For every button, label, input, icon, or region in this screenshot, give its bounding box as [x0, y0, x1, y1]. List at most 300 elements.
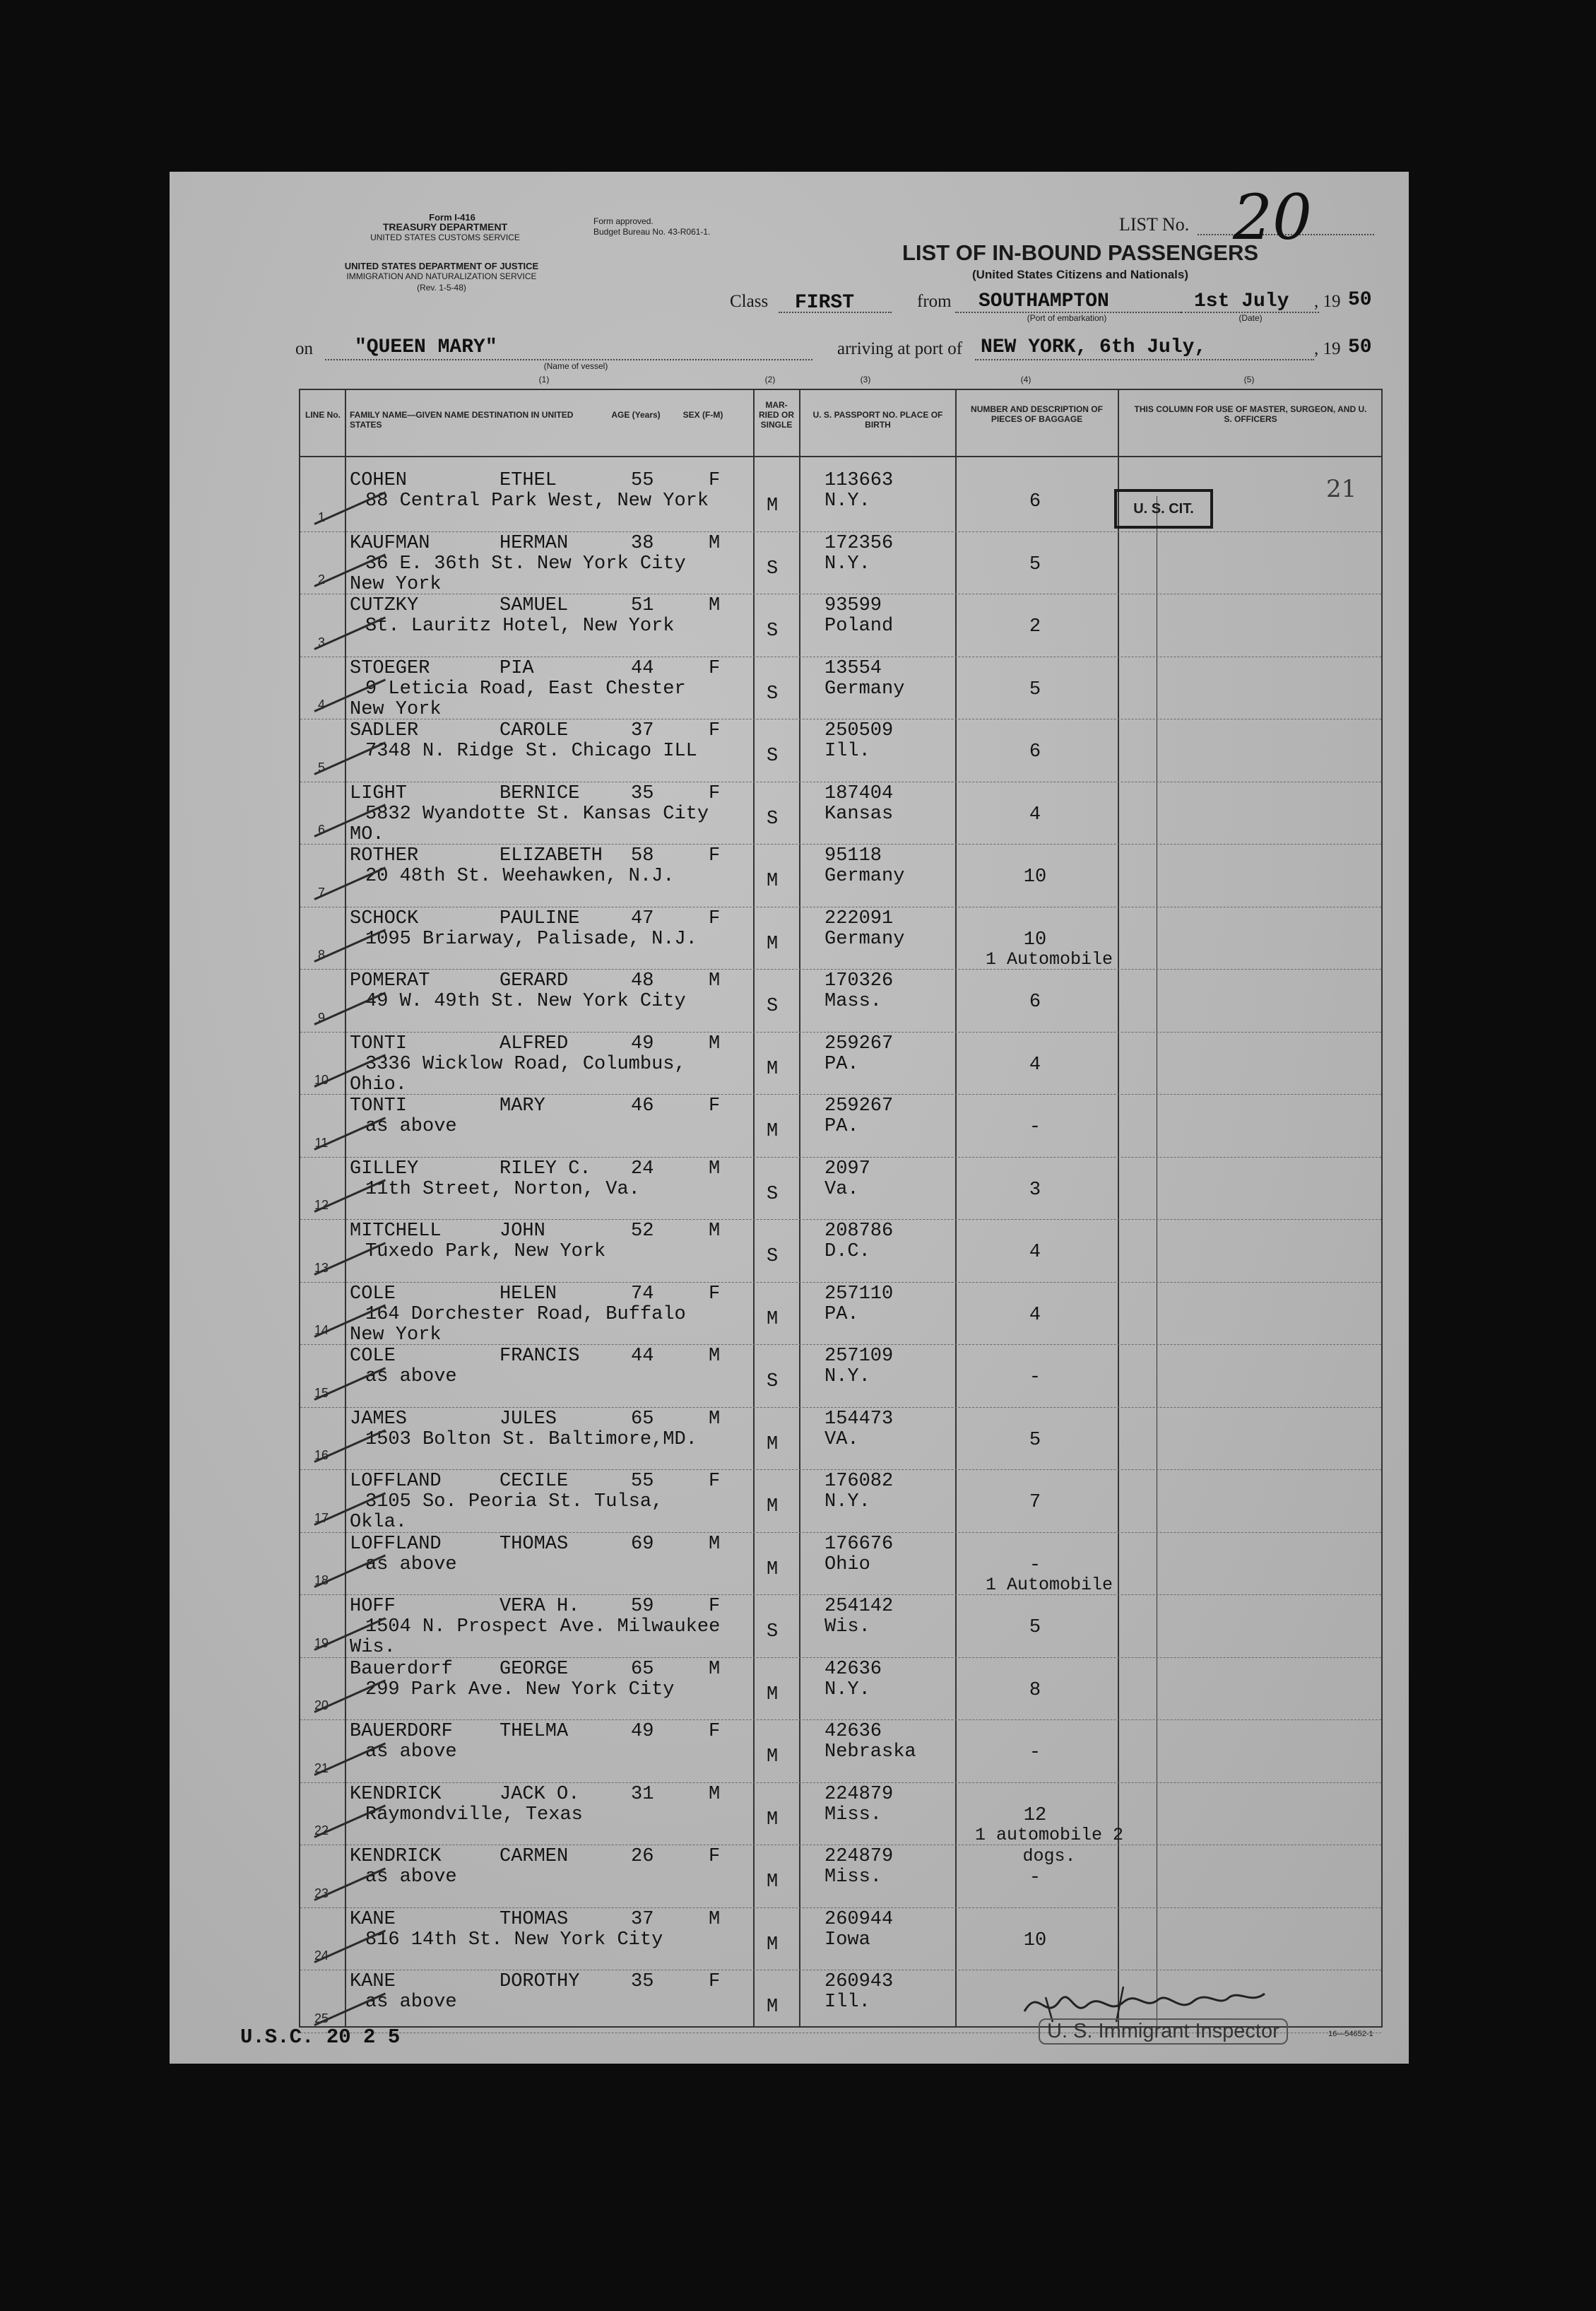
line-number: 25 [314, 2011, 329, 2025]
given-name: CECILE [500, 1471, 569, 1492]
sex: M [709, 1533, 721, 1555]
on-label: on [295, 339, 313, 358]
age: 65 [631, 1408, 654, 1430]
given-name: GEORGE [500, 1658, 569, 1680]
treasury-dept: TREASURY DEPARTMENT [382, 221, 508, 233]
baggage-extra: 1 Automobile [985, 1574, 1113, 1595]
marital-status: M [767, 1433, 779, 1455]
given-name: THOMAS [500, 1533, 569, 1555]
marital-status: M [767, 1308, 779, 1330]
age: 69 [631, 1533, 654, 1555]
passport-number: 257109 [824, 1346, 894, 1367]
family-name: LIGHT [350, 782, 408, 804]
family-name: KANE [350, 1971, 396, 1992]
year1-prefix: , 19 [1314, 292, 1341, 311]
sex: F [709, 1471, 721, 1492]
table-row [300, 908, 1381, 971]
given-name: MARY [500, 1095, 545, 1117]
given-name: ELIZABETH [500, 845, 603, 866]
given-name: JOHN [500, 1221, 545, 1242]
address-line-2: New York [350, 573, 442, 595]
marital-status: S [767, 1246, 779, 1267]
passport-number: 176676 [824, 1533, 894, 1555]
row-rule [300, 1594, 1381, 1595]
given-name: SAMUEL [500, 595, 569, 616]
age: 44 [631, 1346, 654, 1367]
address-line-1: 7348 N. Ridge St. Chicago ILL [365, 741, 697, 762]
revision: (Rev. 1-5-48) [417, 283, 466, 293]
baggage-count: 6 [1029, 741, 1041, 763]
place-of-birth: Mass. [824, 991, 882, 1012]
address-line-2: Okla. [350, 1512, 408, 1533]
family-name: KENDRICK [350, 1846, 442, 1867]
address-line-2: New York [350, 698, 442, 720]
address-line-2: Ohio. [350, 1074, 408, 1095]
place-of-birth: N.Y. [824, 1678, 870, 1700]
passenger-table [299, 389, 1383, 2028]
line-number: 4 [317, 698, 325, 712]
line-number: 9 [317, 1010, 325, 1025]
baggage-count: 5 [1029, 678, 1041, 700]
age: 37 [631, 720, 654, 741]
given-name: PIA [500, 657, 534, 679]
place-of-birth: Miss. [824, 1804, 882, 1825]
from-label: from [917, 292, 952, 311]
row-rule [300, 1657, 1381, 1658]
sex: M [709, 1346, 721, 1367]
table-row [300, 1346, 1381, 1409]
table-row [300, 1534, 1381, 1596]
place-of-birth: Ohio [824, 1553, 870, 1575]
vessel-caption: (Name of vessel) [543, 361, 608, 371]
baggage-extra: 1 automobile 2 dogs. [974, 1824, 1124, 1866]
row-rule [300, 1344, 1381, 1345]
given-name: THELMA [500, 1721, 569, 1742]
class-label: Class [730, 292, 769, 311]
given-name: ALFRED [500, 1033, 569, 1054]
list-no-handwritten: 20 [1233, 181, 1312, 254]
sex: M [709, 1158, 721, 1180]
passport-number: 260944 [824, 1908, 894, 1930]
date-value: 1st July [1194, 290, 1289, 312]
baggage-count: - [1029, 1367, 1041, 1388]
address-line-1: 3105 So. Peoria St. Tulsa, [365, 1491, 663, 1512]
address-line-1: 5832 Wyandotte St. Kansas City [365, 803, 709, 825]
place-of-birth: D.C. [824, 1241, 870, 1262]
place-of-birth: Wis. [824, 1616, 870, 1637]
line-number: 16 [314, 1448, 329, 1462]
marital-status: M [767, 871, 779, 892]
col-num-2: (2) [764, 375, 776, 384]
table-row [300, 1158, 1381, 1221]
date-caption: (Date) [1239, 313, 1263, 323]
marital-status: S [767, 746, 779, 767]
place-of-birth: VA. [824, 1428, 859, 1450]
age: 52 [631, 1221, 654, 1242]
marital-status: S [767, 558, 779, 580]
form-approved: Form approved. [593, 216, 654, 226]
row-rule [300, 1219, 1381, 1220]
age: 37 [631, 1908, 654, 1930]
given-name: JULES [500, 1408, 557, 1430]
passport-number: 154473 [824, 1408, 894, 1430]
place-of-birth: N.Y. [824, 490, 870, 512]
passport-number: 113663 [824, 470, 894, 491]
row-rule [300, 1282, 1381, 1283]
row-rule [300, 1407, 1381, 1408]
class-value: FIRST [795, 292, 855, 314]
given-name: CAROLE [500, 720, 569, 741]
sex: M [709, 1221, 721, 1242]
age: 51 [631, 595, 654, 616]
family-name: CUTZKY [350, 595, 419, 616]
baggage-count: - [1029, 1742, 1041, 1763]
address-line-1: as above [365, 1992, 457, 2013]
given-name: BERNICE [500, 782, 580, 804]
address-line-1: 1095 Briarway, Palisade, N.J. [365, 928, 697, 950]
hdr-line-no: LINE No. [305, 410, 341, 420]
table-row [300, 720, 1381, 783]
col-num-4: (4) [1020, 375, 1032, 384]
table-row [300, 1095, 1381, 1158]
address-line-1: Raymondville, Texas [365, 1804, 583, 1825]
baggage-count: 8 [1029, 1679, 1041, 1701]
sex: F [709, 1846, 721, 1867]
age: 48 [631, 970, 654, 992]
year1-value: 50 [1348, 289, 1372, 311]
line-number: 21 [314, 1760, 329, 1775]
hdr-passport: U. S. PASSPORT NO. PLACE OF BIRTH [812, 410, 943, 430]
row-rule [300, 1032, 1381, 1033]
address-line-1: 1503 Bolton St. Baltimore,MD. [365, 1428, 697, 1450]
table-row [300, 1909, 1381, 1972]
given-name: ETHEL [500, 470, 557, 491]
marital-status: M [767, 495, 779, 517]
family-name: COLE [350, 1346, 396, 1367]
sex: F [709, 1971, 721, 1992]
place-of-birth: Miss. [824, 1866, 882, 1888]
passport-number: 257110 [824, 1283, 894, 1305]
marital-status: M [767, 1997, 779, 2018]
passport-number: 93599 [824, 595, 882, 616]
marital-status: S [767, 808, 779, 830]
age: 35 [631, 782, 654, 804]
given-name: DOROTHY [500, 1971, 580, 1992]
line-number: 15 [314, 1385, 329, 1400]
age: 49 [631, 1033, 654, 1054]
sex: F [709, 1721, 721, 1742]
address-line-1: St. Lauritz Hotel, New York [365, 616, 675, 637]
manifest-sheet [170, 172, 1409, 2064]
address-line-1: 11th Street, Norton, Va. [365, 1178, 640, 1200]
usc-code: U.S.C. 20 2 5 [240, 2025, 401, 2049]
table-row [300, 470, 1381, 533]
baggage-count: 5 [1029, 1429, 1041, 1451]
family-name: TONTI [350, 1095, 408, 1117]
arrival-line [975, 359, 1314, 360]
line-number: 7 [317, 885, 325, 900]
baggage-count: 10 [1023, 929, 1047, 951]
age: 49 [631, 1721, 654, 1742]
line-number: 19 [314, 1635, 329, 1650]
place-of-birth: N.Y. [824, 1491, 870, 1512]
passport-number: 95118 [824, 845, 882, 866]
sex: M [709, 970, 721, 992]
place-of-birth: PA. [824, 1116, 859, 1137]
age: 26 [631, 1846, 654, 1867]
line-number: 6 [317, 823, 325, 837]
address-line-1: as above [365, 1116, 457, 1137]
col-num-3: (3) [860, 375, 871, 384]
age: 44 [631, 657, 654, 679]
address-line-1: 9 Leticia Road, East Chester [365, 678, 686, 700]
family-name: Bauerdorf [350, 1658, 453, 1680]
marital-status: M [767, 1934, 779, 1956]
sex: F [709, 1596, 721, 1617]
family-name: HOFF [350, 1596, 396, 1617]
hdr-baggage: NUMBER AND DESCRIPTION OF PIECES OF BAGGAGE [971, 404, 1103, 424]
address-line-1: as above [365, 1741, 457, 1763]
address-line-1: as above [365, 1366, 457, 1387]
ins-service: IMMIGRATION AND NATURALIZATION SERVICE [346, 271, 537, 281]
hdr-married: MAR-RIED OR SINGLE [758, 400, 794, 430]
arrival-value: NEW YORK, 6th July, [981, 336, 1207, 358]
marital-status: S [767, 996, 779, 1017]
customs-service: UNITED STATES CUSTOMS SERVICE [370, 233, 520, 242]
age: 35 [631, 1971, 654, 1992]
address-line-1: 816 14th St. New York City [365, 1929, 663, 1951]
address-line-1: 299 Park Ave. New York City [365, 1678, 675, 1700]
row-rule [300, 1532, 1381, 1533]
age: 59 [631, 1596, 654, 1617]
passport-number: 250509 [824, 720, 894, 741]
table-row [300, 658, 1381, 721]
age: 47 [631, 907, 654, 929]
row-rule [300, 1094, 1381, 1095]
given-name: PAULINE [500, 907, 580, 929]
baggage-count: 10 [1023, 1929, 1047, 1951]
baggage-count: - [1029, 1554, 1041, 1576]
family-name: KENDRICK [350, 1783, 442, 1805]
year2-prefix: , 19 [1314, 339, 1341, 358]
table-row [300, 970, 1381, 1033]
line-number: 17 [314, 1510, 329, 1525]
line-number: 5 [317, 760, 325, 775]
age: 74 [631, 1283, 654, 1305]
family-name: MITCHELL [350, 1221, 442, 1242]
row-rule [300, 844, 1381, 845]
table-row [300, 1283, 1381, 1346]
row-rule [300, 1157, 1381, 1158]
address-line-2: Wis. [350, 1637, 396, 1658]
row-rule [300, 1907, 1381, 1908]
line-number: 18 [314, 1573, 329, 1587]
given-name: RILEY C. [500, 1158, 591, 1180]
marital-status: S [767, 683, 779, 705]
baggage-count: 4 [1029, 1054, 1041, 1076]
marital-status: M [767, 1871, 779, 1893]
list-title: LIST OF IN-BOUND PASSENGERS [902, 240, 1259, 265]
passport-number: 172356 [824, 532, 894, 554]
line-number: 22 [314, 1823, 329, 1837]
passport-number: 13554 [824, 657, 882, 679]
given-name: HERMAN [500, 532, 569, 554]
form-number: Form I-416 [429, 212, 475, 223]
col-num-1: (1) [538, 375, 550, 384]
baggage-count: 12 [1023, 1804, 1047, 1826]
address-line-2: MO. [350, 823, 384, 845]
address-line-1: Tuxedo Park, New York [365, 1241, 606, 1262]
table-row [300, 1409, 1381, 1471]
place-of-birth: N.Y. [824, 553, 870, 575]
passport-number: 2097 [824, 1158, 870, 1180]
passport-number: 260943 [824, 1971, 894, 1992]
family-name: SCHOCK [350, 907, 419, 929]
sex: F [709, 1095, 721, 1117]
address-line-1: 36 E. 36th St. New York City [365, 553, 686, 575]
address-line-1: as above [365, 1553, 457, 1575]
family-name: COHEN [350, 470, 408, 491]
baggage-count: 4 [1029, 804, 1041, 825]
baggage-count: 2 [1029, 616, 1041, 637]
address-line-1: 3336 Wicklow Road, Columbus, [365, 1053, 686, 1075]
address-line-1: 20 48th St. Weehawken, N.J. [365, 866, 675, 887]
line-number: 13 [314, 1260, 329, 1275]
place-of-birth: Ill. [824, 1992, 870, 2013]
table-row [300, 783, 1381, 846]
marital-status: M [767, 1496, 779, 1517]
row-rule [300, 1469, 1381, 1470]
sex: M [709, 595, 721, 616]
row-rule [300, 1782, 1381, 1783]
sex: M [709, 1408, 721, 1430]
port-caption: (Port of embarkation) [1027, 313, 1107, 323]
list-subtitle: (United States Citizens and Nationals) [971, 268, 1189, 281]
table-row [300, 1659, 1381, 1722]
sex: M [709, 1783, 721, 1805]
address-line-1: as above [365, 1866, 457, 1888]
hdr-sex: SEX (F-M) [682, 410, 723, 420]
line-number: 2 [317, 572, 325, 587]
place-of-birth: Kansas [824, 803, 894, 825]
passport-number: 224879 [824, 1783, 894, 1805]
baggage-count: - [1029, 1117, 1041, 1138]
place-of-birth: Iowa [824, 1929, 870, 1951]
passport-number: 170326 [824, 970, 894, 992]
line-number: 20 [314, 1698, 329, 1712]
passport-number: 259267 [824, 1095, 894, 1117]
passport-number: 224879 [824, 1846, 894, 1867]
marital-status: M [767, 1809, 779, 1830]
given-name: JACK O. [500, 1783, 580, 1805]
family-name: ROTHER [350, 845, 419, 866]
baggage-extra: 1 Automobile [985, 948, 1113, 970]
baggage-count: 6 [1029, 491, 1041, 512]
hdr-officers: THIS COLUMN FOR USE OF MASTER, SURGEON, AND U. S. OFFICERS [1134, 404, 1367, 424]
baggage-count: 5 [1029, 1617, 1041, 1638]
place-of-birth: Germany [824, 928, 905, 950]
row-rule [300, 531, 1381, 532]
family-name: SADLER [350, 720, 419, 741]
marital-status: M [767, 1746, 779, 1768]
passport-number: 187404 [824, 782, 894, 804]
print-code: 16—54652-1 [1328, 2030, 1373, 2038]
baggage-count: 10 [1023, 866, 1047, 888]
baggage-count: 5 [1029, 553, 1041, 575]
table-row [300, 595, 1381, 658]
age: 24 [631, 1158, 654, 1180]
sex: F [709, 470, 721, 491]
place-of-birth: Va. [824, 1178, 859, 1200]
marital-status: S [767, 1621, 779, 1642]
family-name: LOFFLAND [350, 1471, 442, 1492]
baggage-count: 4 [1029, 1242, 1041, 1263]
sex: F [709, 907, 721, 929]
age: 55 [631, 1471, 654, 1492]
baggage-count: - [1029, 1867, 1041, 1888]
baggage-count: 3 [1029, 1179, 1041, 1201]
citizen-count: 21 [1326, 475, 1357, 503]
age: 31 [631, 1783, 654, 1805]
table-row [300, 1721, 1381, 1784]
sex: M [709, 1658, 721, 1680]
place-of-birth: PA. [824, 1053, 859, 1075]
family-name: JAMES [350, 1408, 408, 1430]
sex: F [709, 845, 721, 866]
age: 65 [631, 1658, 654, 1680]
justice-dept: UNITED STATES DEPARTMENT OF JUSTICE [344, 261, 539, 271]
place-of-birth: PA. [824, 1303, 859, 1325]
age: 46 [631, 1095, 654, 1117]
vessel-name: "QUEEN MARY" [355, 336, 497, 358]
marital-status: S [767, 1371, 779, 1392]
marital-status: M [767, 1558, 779, 1580]
row-rule [300, 969, 1381, 970]
place-of-birth: Germany [824, 678, 905, 700]
family-name: KAUFMAN [350, 532, 430, 554]
sex: M [709, 532, 721, 554]
passport-number: 222091 [824, 907, 894, 929]
sex: F [709, 657, 721, 679]
place-of-birth: Nebraska [824, 1741, 916, 1763]
sex: M [709, 1033, 721, 1054]
baggage-count: 4 [1029, 1304, 1041, 1326]
passport-number: 259267 [824, 1033, 894, 1054]
family-name: TONTI [350, 1033, 408, 1054]
marital-status: S [767, 621, 779, 642]
marital-status: M [767, 933, 779, 955]
line-number: 14 [314, 1323, 329, 1337]
vessel-line [325, 359, 812, 360]
passport-number: 254142 [824, 1596, 894, 1617]
hdr-name: FAMILY NAME—GIVEN NAME DESTINATION IN UNITED STATES [350, 410, 574, 430]
age: 38 [631, 532, 654, 554]
table-row [300, 845, 1381, 908]
family-name: POMERAT [350, 970, 430, 992]
given-name: THOMAS [500, 1908, 569, 1930]
marital-status: S [767, 1183, 779, 1205]
address-line-1: 49 W. 49th St. New York City [365, 991, 686, 1012]
age: 55 [631, 470, 654, 491]
line-number: 24 [314, 1948, 329, 1963]
given-name: CARMEN [500, 1846, 569, 1867]
passport-number: 208786 [824, 1221, 894, 1242]
place-of-birth: N.Y. [824, 1366, 870, 1387]
given-name: GERARD [500, 970, 569, 992]
family-name: LOFFLAND [350, 1533, 442, 1555]
col-num-5: (5) [1243, 375, 1255, 384]
line-number: 1 [317, 510, 325, 524]
